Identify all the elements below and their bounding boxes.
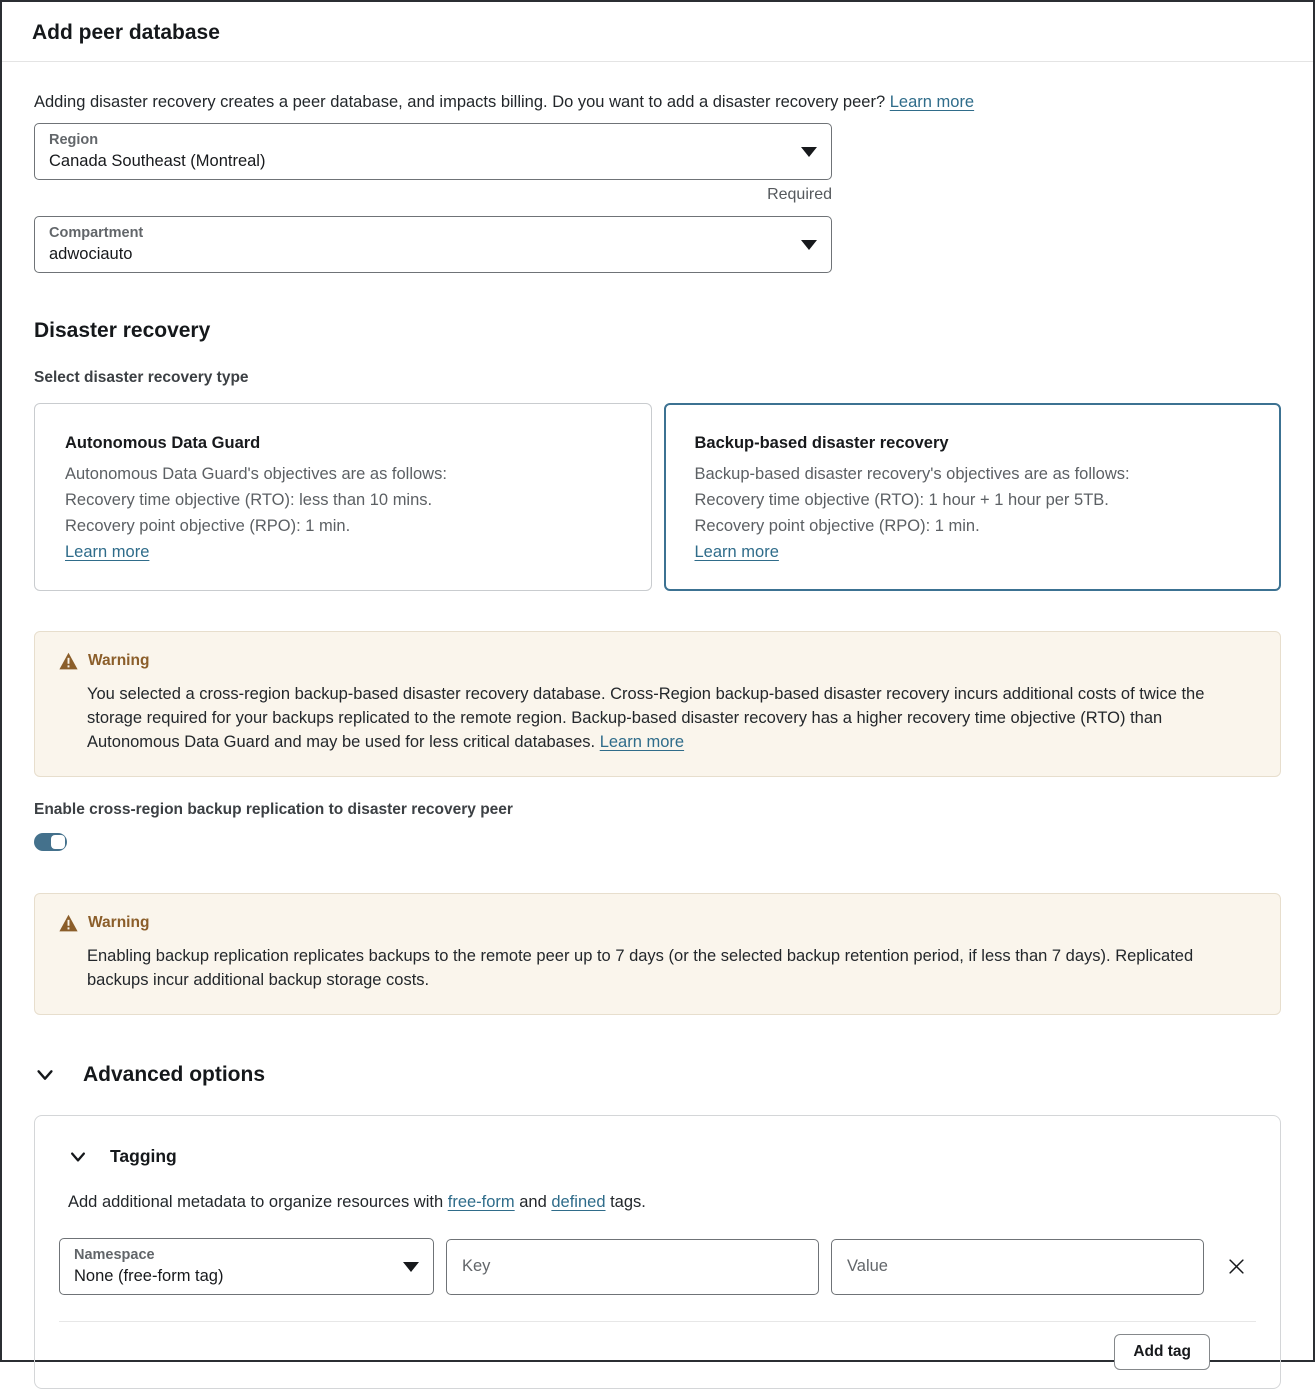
compartment-select-texts: [49, 224, 789, 265]
chevron-down-icon: [68, 1147, 88, 1167]
warning-header: [59, 652, 1256, 670]
intro-text-body: Adding disaster recovery creates a peer database, and impacts billing. Do you want to add a disaster recovery peer?: [34, 93, 886, 111]
chevron-down-icon: [801, 240, 817, 250]
add-tag-button[interactable]: Add tag: [1114, 1334, 1210, 1370]
dr-card-learn-more-link[interactable]: Learn more: [65, 543, 150, 561]
backup-replication-toggle-label: Enable cross-region backup replication to disaster recovery peer: [34, 801, 513, 818]
advanced-options-header[interactable]: [34, 1063, 1281, 1087]
dialog-header: [2, 2, 1313, 62]
dr-card-autonomous-data-guard[interactable]: [34, 403, 652, 591]
namespace-select-label: Namespace: [74, 1247, 155, 1263]
intro-text: [34, 90, 1281, 114]
dr-type-cards: [34, 403, 1281, 591]
dr-card-title: Autonomous Data Guard: [65, 434, 261, 452]
tagging-desc-mid: and: [514, 1193, 552, 1211]
dr-card-title: Backup-based disaster recovery: [694, 434, 949, 452]
warning-body: [87, 682, 1256, 754]
warning-header: [59, 914, 1256, 932]
tagging-description: [59, 1193, 1256, 1212]
dr-card-line: Recovery time objective (RTO): 1 hour + 1 hour per 5TB.: [694, 491, 1109, 509]
dialog-title: Add peer database: [32, 21, 220, 44]
tag-key-input[interactable]: [446, 1239, 819, 1295]
warning-body: Enabling backup replication replicates backups to the remote peer up to 7 days (or the selected backup retention period, if less than 7 days). Replicated backups incur additional backup storage costs.: [87, 947, 1194, 989]
tagging-header[interactable]: [59, 1146, 1256, 1167]
warning-triangle-icon: [59, 652, 78, 670]
close-icon: [1228, 1258, 1245, 1275]
warning-text: You selected a cross-region backup-based disaster recovery database. Cross-Region backup-based disaster recovery incurs additional costs of twice the storage required for your backups replicated to the remote region. Backup-based disaster recovery has a higher recovery time objective (RTO) than Autonomous Data Guard and may be used for less critical databases.: [87, 685, 1205, 751]
tag-actions: [59, 1334, 1256, 1370]
required-hint: Required: [767, 186, 832, 203]
tag-value-input[interactable]: [831, 1239, 1204, 1295]
region-select[interactable]: [34, 123, 832, 180]
disaster-recovery-title: Disaster recovery: [34, 319, 211, 342]
namespace-select-texts: [74, 1246, 391, 1287]
tagging-desc-prefix: Add additional metadata to organize resources with: [68, 1193, 448, 1211]
region-select-value: Canada Southeast (Montreal): [49, 152, 266, 170]
tagging-desc-suffix: tags.: [605, 1193, 646, 1211]
compartment-select-value: adwociauto: [49, 245, 133, 263]
compartment-select-label: Compartment: [49, 225, 144, 241]
defined-tags-link[interactable]: defined: [551, 1193, 606, 1211]
dr-card-line: Autonomous Data Guard's objectives are as follows:: [65, 465, 447, 483]
dr-card-backup-based[interactable]: [664, 403, 1282, 591]
tag-row: [59, 1238, 1256, 1295]
tag-namespace-select[interactable]: [59, 1238, 434, 1295]
remove-tag-button[interactable]: [1216, 1247, 1256, 1287]
compartment-select[interactable]: [34, 216, 832, 273]
tagging-title: Tagging: [110, 1146, 177, 1166]
backup-replication-section: [34, 801, 1281, 851]
warning-triangle-icon: [59, 914, 78, 932]
chevron-down-icon: [403, 1262, 419, 1272]
dr-card-line: Recovery point objective (RPO): 1 min.: [694, 517, 980, 535]
select-dr-type-label: Select disaster recovery type: [34, 369, 249, 386]
advanced-options-title: Advanced options: [83, 1063, 266, 1086]
backup-replication-toggle[interactable]: [34, 833, 67, 851]
warning-title: Warning: [88, 652, 150, 669]
warning-replication: [34, 893, 1281, 1015]
dr-card-line: Recovery time objective (RTO): less than 10 mins.: [65, 491, 433, 509]
chevron-down-icon: [801, 147, 817, 157]
tagging-panel: [34, 1115, 1281, 1389]
region-field: [34, 123, 1281, 204]
warning-learn-more-link[interactable]: Learn more: [599, 733, 685, 751]
dialog-content: [2, 90, 1313, 1389]
chevron-down-icon: [34, 1064, 56, 1086]
namespace-select-value: None (free-form tag): [74, 1267, 224, 1285]
dr-card-line: Backup-based disaster recovery's objectives are as follows:: [694, 465, 1130, 483]
warning-title: Warning: [88, 914, 150, 931]
dr-card-learn-more-link[interactable]: Learn more: [694, 543, 779, 561]
dr-card-line: Recovery point objective (RPO): 1 min.: [65, 517, 351, 535]
tag-row-divider: [59, 1321, 1256, 1322]
free-form-tags-link[interactable]: free-form: [447, 1193, 515, 1211]
intro-learn-more-link[interactable]: Learn more: [889, 93, 975, 111]
region-select-label: Region: [49, 132, 99, 148]
toggle-knob: [51, 835, 65, 849]
warning-cross-region: [34, 631, 1281, 777]
region-select-texts: [49, 131, 789, 172]
compartment-field: [34, 216, 1281, 273]
